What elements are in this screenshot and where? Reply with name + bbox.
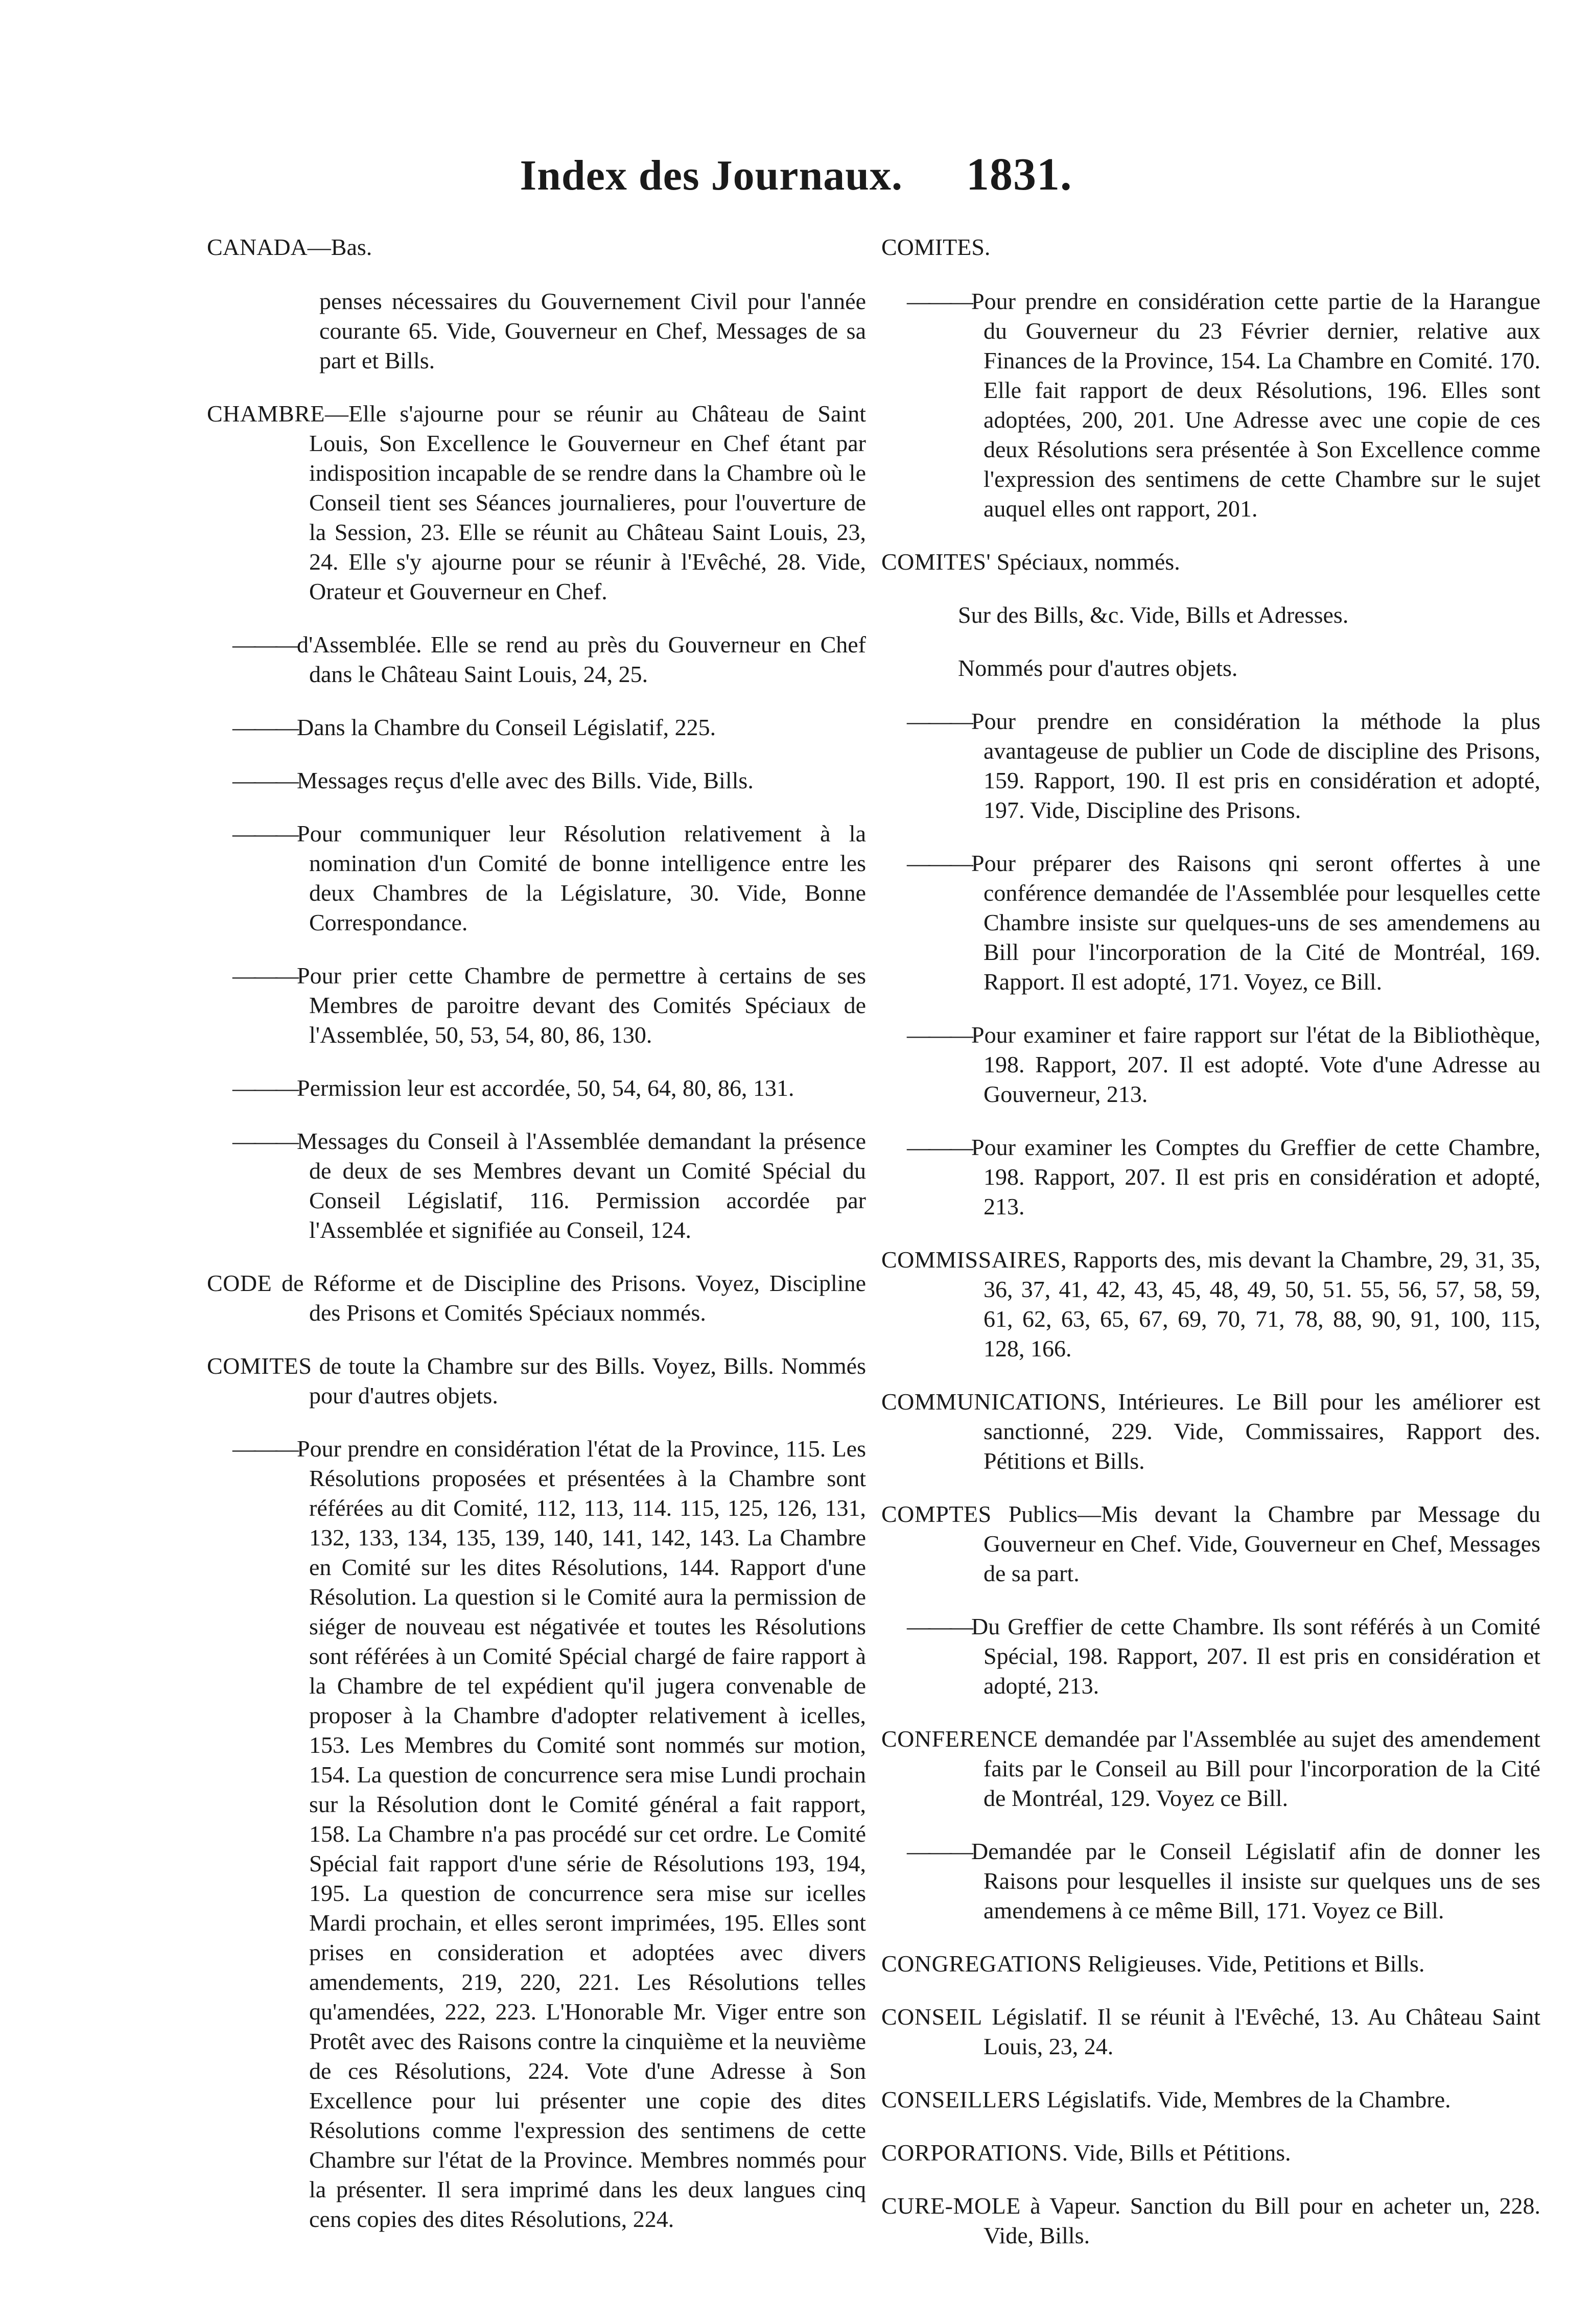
entry-text: Pour prendre en considération cette partie de la Harangue du Gouverneur du 23 Février dernier, relative aux Finances de la Province, 154. La Chambre en Comité. 170. Elle fait rapport de deux Résolutions, 196. Elles sont adoptées, 200, 201. Une Adresse avec une copie de ces deux Résolutions sera présentée à Son Excellence comme l'expression des sentimens de cette Chambre sur le sujet auquel elles ont rapport, 201. bbox=[971, 288, 1540, 522]
entry-text: à Vapeur. Sanction du Bill pour en acheter un, 228. Vide, Bills. bbox=[984, 2193, 1540, 2248]
entry-text: Du Greffier de cette Chambre. Ils sont référés à un Comité Spécial, 198. Rapport, 207. Il est pris en considération et adopté, 213. bbox=[971, 1613, 1540, 1699]
left-entries bbox=[207, 287, 866, 2234]
index-entry bbox=[881, 1612, 1540, 1701]
index-entry bbox=[881, 1499, 1540, 1588]
entry-text: Demandée par le Conseil Législatif afin de donner les Raisons pour lesquelles il insiste sur quelques uns de ses amendemens à ce même Bill, 171. Voyez ce Bill. bbox=[971, 1838, 1540, 1923]
entry-text: Législatif. Il se réunit à l'Evêché, 13. Au Château Saint Louis, 23, 24. bbox=[982, 2004, 1540, 2059]
page-year: 1831. bbox=[966, 149, 1072, 200]
entry-text: de toute la Chambre sur des Bills. Voyez, Bills. Nommés pour d'autres objets. bbox=[309, 1353, 866, 1409]
entry-text: Religieuses. Vide, Petitions et Bills. bbox=[1082, 1951, 1425, 1977]
index-entry bbox=[881, 1724, 1540, 1813]
entry-head: ——— bbox=[907, 1838, 971, 1864]
right-entries bbox=[881, 287, 1540, 2250]
entry-head: COMMISSAIRES bbox=[881, 1247, 1061, 1273]
entry-text: Pour communiquer leur Résolution relativement à la nomination d'un Comité de bonne intelligence entre les deux Chambres de la Législature, 30. Vide, Bonne Correspondance. bbox=[297, 820, 866, 935]
entry-text: , Intérieures. Le Bill pour les améliorer est sanctionné, 229. Vide, Commissaires, Rapport des. Pétitions et Bills. bbox=[984, 1389, 1540, 1474]
index-entry bbox=[207, 1351, 866, 1411]
entry-text: , Rapports des, mis devant la Chambre, 29, 31, 35, 36, 37, 41, 42, 43, 45, 48, 49, 50, 51. 55, 56, 57, 58, 59, 61, 62, 63, 65, 67, 69, 70, 71, 78, 88, 90, 91, 100, 115, 128, 166. bbox=[984, 1247, 1540, 1361]
index-entry bbox=[881, 653, 1540, 683]
index-entry bbox=[207, 1126, 866, 1245]
entry-head: ——— bbox=[232, 714, 297, 740]
index-entry bbox=[881, 707, 1540, 825]
entry-text: Spéciaux, nommés. bbox=[991, 549, 1180, 575]
entry-text: Messages du Conseil à l'Assemblée demandant la présence de deux de ses Membres devant un Comité Spécial du Conseil Législatif, 116. Permission accordée par l'Assemblée et signifiée au Conseil, 124. bbox=[297, 1128, 866, 1243]
entry-text: demandée par l'Assemblée au sujet des amendement faits par le Conseil au Bill pour l'incorporation de la Cité de Montréal, 129. Voyez ce Bill. bbox=[984, 1726, 1540, 1811]
entry-text: Nommés pour d'autres objets. bbox=[958, 655, 1238, 681]
left-column-heading: CANADA—Bas. bbox=[207, 234, 372, 260]
entry-head: ——— bbox=[232, 963, 297, 989]
index-entry bbox=[881, 1020, 1540, 1109]
index-entry bbox=[207, 766, 866, 795]
entry-head: ——— bbox=[907, 1022, 971, 1048]
entry-head: CORPORATIONS. bbox=[881, 2140, 1068, 2166]
entry-head: ——— bbox=[232, 820, 297, 847]
entry-head: CURE-MOLE bbox=[881, 2193, 1021, 2219]
index-entry bbox=[207, 961, 866, 1050]
index-entry bbox=[881, 2002, 1540, 2061]
entry-text: Messages reçus d'elle avec des Bills. Vide, Bills. bbox=[297, 767, 754, 793]
entry-head: ——— bbox=[232, 1075, 297, 1101]
entry-text: penses nécessaires du Gouvernement Civil pour l'année courante 65. Vide, Gouverneur en Chef, Messages de sa part et Bills. bbox=[319, 288, 866, 373]
index-entry bbox=[881, 1949, 1540, 1979]
index-entry bbox=[207, 713, 866, 742]
entry-head: ——— bbox=[907, 288, 971, 314]
entry-text: Pour examiner les Comptes du Greffier de cette Chambre, 198. Rapport, 207. Il est pris en considération et adopté, 213. bbox=[971, 1134, 1540, 1219]
entry-text: Sur des Bills, &c. Vide, Bills et Adresses. bbox=[958, 602, 1349, 628]
entry-text: Permission leur est accordée, 50, 54, 64, 80, 86, 131. bbox=[297, 1075, 794, 1101]
entry-text: Pour prier cette Chambre de permettre à certains de ses Membres de paroitre devant des Comités Spéciaux de l'Assemblée, 50, 53, 54, 80, 86, 130. bbox=[297, 963, 866, 1048]
index-entry bbox=[881, 849, 1540, 997]
entry-head: ——— bbox=[907, 708, 971, 734]
entry-text: Pour préparer des Raisons qni seront offertes à une conférence demandée de l'Assemblée pour lesquelles cette Chambre insiste sur quelques-uns de ses amendemens au Bill pour l'incorporation de la Cité de Montréal, 169. Rapport. Il est adopté, 171. Voyez, ce Bill. bbox=[971, 850, 1540, 995]
entry-head: CONSEILLERS bbox=[881, 2086, 1041, 2112]
page-title: Index des Journaux. bbox=[520, 152, 903, 199]
entry-text: Pour prendre en considération l'état de la Province, 115. Les Résolutions proposées et présentées à la Chambre sont référées au dit Comité, 112, 113, 114. 115, 125, 126, 131, 132, 133, 134, 135, 139, 140, 141, 142, 143. La Chambre en Comité sur les dites Résolutions, 144. Rapport d'une Résolution. La question si le Comité aura la permission de siéger de nouveau est négativée et toutes les Résolutions sont référées à un Comité Spécial chargé de faire rapport à la Chambre de tel expédient qu'il jugera convenable de proposer à la Chambre d'adopter relativement à icelles, 153. Les Membres du Comité sont nommés sur motion, 154. La question de concurrence sera mise Lundi prochain sur la Résolution dont le Comité général a fait rapport, 158. La Chambre n'a pas procédé sur cet ordre. Le Comité Spécial fait rapport d'une série de Résolutions 193, 194, 195. La question de concurrence sera mise sur icelles Mardi prochain, et elles seront imprimées, 195. Elles sont prises en consideration et adoptées avec divers amendements, 219, 220, 221. Les Résolutions telles qu'amendées, 222, 223. L'Honorable Mr. Viger entre son Protêt avec des Raisons contre la cinquième et la neuvième de ces Résolutions, 224. Vote d'une Adresse à Son Excellence pour lui présenter une copie des dites Résolutions comme l'expression des sentimens de cette Chambre sur l'état de la Province. Membres nommés pour la présenter. Il sera imprimé dans les deux langues cinq cens copies des dites Résolutions, 224. bbox=[297, 1436, 866, 2232]
entry-head: COMITES' bbox=[881, 549, 991, 575]
entry-head: CONGREGATIONS bbox=[881, 1951, 1082, 1977]
index-entry bbox=[881, 600, 1540, 630]
right-column-heading: COMITES. bbox=[881, 234, 991, 260]
entry-text: Publics—Mis devant la Chambre par Message du Gouverneur en Chef. Vide, Gouverneur en Chef, Messages de sa part. bbox=[984, 1501, 1540, 1586]
entry-text: d'Assemblée. Elle se rend au près du Gouverneur en Chef dans le Château Saint Louis, 24, 25. bbox=[297, 631, 866, 687]
index-entry bbox=[881, 1837, 1540, 1926]
entry-head: COMPTES bbox=[881, 1501, 992, 1527]
entry-head: ——— bbox=[232, 767, 297, 793]
entry-text: —Elle s'ajourne pour se réunir au Château de Saint Louis, Son Excellence le Gouverneur en Chef étant par indisposition incapable de se rendre dans la Chambre où le Conseil tient ses Séances journalieres, pour l'ouverture de la Session, 23. Elle se réunit au Château Saint Louis, 23, 24. Elle s'y ajourne pour se réunir à l'Evêché, 28. Vide, Orateur et Gouverneur en Chef. bbox=[309, 401, 866, 604]
index-entry bbox=[881, 1387, 1540, 1476]
entry-text: Législatifs. Vide, Membres de la Chambre. bbox=[1041, 2086, 1451, 2112]
entry-text: Pour examiner et faire rapport sur l'état de la Bibliothèque, 198. Rapport, 207. Il est adopté. Vote d'une Adresse au Gouverneur, 213. bbox=[971, 1022, 1540, 1107]
entry-head: ——— bbox=[907, 1613, 971, 1639]
index-entry bbox=[881, 2085, 1540, 2115]
index-entry bbox=[881, 2191, 1540, 2250]
index-entry bbox=[207, 1269, 866, 1328]
entry-text: Dans la Chambre du Conseil Législatif, 225. bbox=[297, 714, 716, 740]
index-entry bbox=[207, 819, 866, 937]
index-entry bbox=[207, 287, 866, 375]
entry-head: ——— bbox=[232, 631, 297, 658]
index-entry bbox=[881, 547, 1540, 577]
entry-head: COMMUNICATIONS bbox=[881, 1389, 1101, 1415]
index-entry bbox=[881, 1133, 1540, 1222]
index-entry bbox=[207, 399, 866, 606]
entry-head: COMITES bbox=[207, 1353, 312, 1379]
left-column bbox=[207, 232, 866, 2258]
index-entry bbox=[881, 2138, 1540, 2168]
index-entry bbox=[207, 630, 866, 689]
entry-head: ——— bbox=[232, 1436, 297, 1462]
page-header bbox=[0, 148, 1592, 201]
entry-head: ——— bbox=[232, 1128, 297, 1154]
entry-head: CONSEIL bbox=[881, 2004, 982, 2030]
entry-text: Pour prendre en considération la méthode la plus avantageuse de publier un Code de discipline des Prisons, 159. Rapport, 190. Il est pris en considération et adopté, 197. Vide, Discipline des Prisons. bbox=[971, 708, 1540, 823]
index-entry bbox=[207, 1434, 866, 2234]
entry-text: Vide, Bills et Pétitions. bbox=[1068, 2140, 1291, 2166]
entry-head: CODE bbox=[207, 1270, 272, 1296]
entry-head: CHAMBRE bbox=[207, 401, 325, 427]
index-entry bbox=[881, 1245, 1540, 1364]
index-entry bbox=[881, 287, 1540, 524]
index-entry bbox=[207, 1073, 866, 1103]
entry-head: ——— bbox=[907, 1134, 971, 1160]
right-column bbox=[881, 232, 1540, 2274]
entry-text: de Réforme et de Discipline des Prisons. Voyez, Discipline des Prisons et Comités Spéciaux nommés. bbox=[272, 1270, 866, 1326]
entry-head: ——— bbox=[907, 850, 971, 876]
entry-head: CONFERENCE bbox=[881, 1726, 1038, 1752]
